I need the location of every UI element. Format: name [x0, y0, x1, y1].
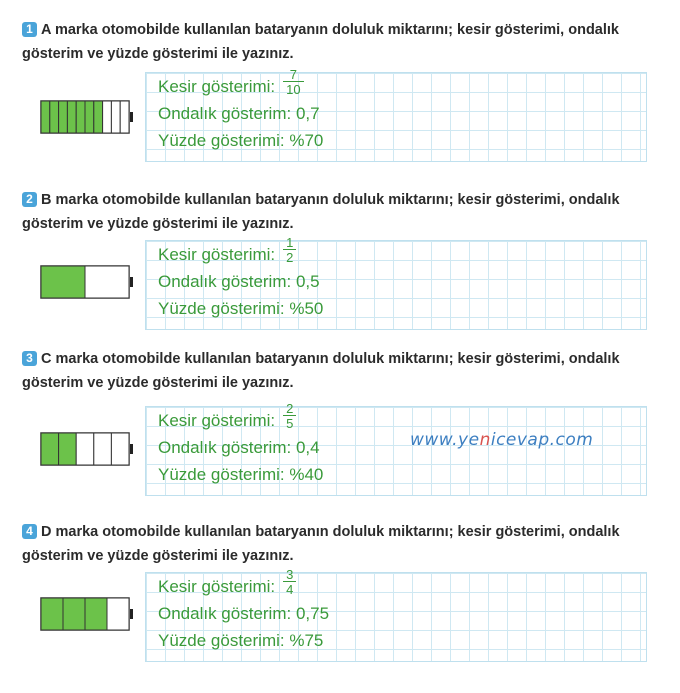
question-number: 4: [22, 524, 37, 539]
battery-segment-filled: [41, 266, 85, 298]
battery-segment-filled: [41, 433, 59, 465]
battery-segment-empty: [103, 101, 112, 133]
answer-grid: [145, 566, 647, 662]
question-text: [22, 520, 670, 568]
battery-segment-filled: [59, 101, 68, 133]
kesir-label: Kesir gösterimi:: [158, 577, 276, 596]
battery-segment-filled: [85, 101, 94, 133]
battery-segment-filled: [85, 598, 107, 630]
fraction-numerator: 2: [286, 400, 294, 416]
answer-grid: [145, 234, 647, 330]
fraction: [283, 236, 296, 264]
yuzde-row: Yüzde gösterimi: %50: [158, 299, 324, 318]
ondalik-row: Ondalık gösterim: 0,5: [158, 272, 320, 291]
watermark-prefix: www.ye: [410, 430, 480, 450]
ondalik-row: Ondalık gösterim: 0,7: [158, 104, 320, 123]
battery-segment-filled: [59, 433, 77, 465]
question-body: A marka otomobilde kullanılan bataryanın doluluk miktarını; kesir gösterimi, ondalık gösterim ve yüzde gösterimi ile yazınız.: [22, 22, 619, 62]
watermark-accent: n: [479, 430, 491, 450]
battery-segment-empty: [111, 433, 129, 465]
question-number: 1: [22, 22, 37, 37]
answer-block: [158, 66, 324, 154]
question-text: [22, 18, 670, 66]
battery-segment-filled: [94, 101, 103, 133]
fraction-numerator: 3: [286, 566, 294, 582]
battery-segment-filled: [50, 101, 59, 133]
watermark: [410, 430, 593, 450]
kesir-row: [158, 566, 329, 600]
battery-segment-empty: [120, 101, 129, 133]
battery-terminal: [130, 609, 133, 619]
answer-block: [158, 400, 324, 488]
question-number: 2: [22, 192, 37, 207]
question-text: [22, 188, 670, 236]
battery-segment-empty: [76, 433, 94, 465]
battery-terminal: [130, 112, 133, 122]
watermark-suffix: icevap.com: [490, 430, 594, 450]
fraction-denominator: 4: [283, 581, 296, 596]
kesir-label: Kesir gösterimi:: [158, 411, 276, 430]
battery-segment-filled: [41, 598, 63, 630]
fraction: [283, 68, 303, 96]
ondalik-row: Ondalık gösterim: 0,75: [158, 604, 330, 623]
battery-segment-empty: [111, 101, 120, 133]
fraction-denominator: 5: [283, 415, 296, 430]
answer-block: [158, 234, 324, 322]
battery-segment-filled: [76, 101, 85, 133]
battery-segment-empty: [94, 433, 112, 465]
yuzde-row: Yüzde gösterimi: %40: [158, 465, 324, 484]
question-number: 3: [22, 351, 37, 366]
fraction: [283, 402, 296, 430]
battery-icon: [40, 265, 140, 299]
answer-block: [158, 566, 330, 654]
question-body: B marka otomobilde kullanılan bataryanın doluluk miktarını; kesir gösterimi, ondalık gösterim ve yüzde gösterimi ile yazınız.: [22, 192, 620, 232]
battery-segment-filled: [67, 101, 76, 133]
battery-segment-filled: [41, 101, 50, 133]
battery-segment-empty: [85, 266, 129, 298]
fraction-denominator: 2: [283, 249, 296, 264]
kesir-row: [158, 400, 323, 434]
yuzde-row: Yüzde gösterimi: %70: [158, 131, 324, 150]
battery-segment-filled: [63, 598, 85, 630]
kesir-row: [158, 234, 323, 268]
fraction-denominator: 10: [283, 81, 303, 96]
yuzde-row: Yüzde gösterimi: %75: [158, 631, 324, 650]
kesir-label: Kesir gösterimi:: [158, 245, 276, 264]
battery-icon: [40, 100, 140, 134]
ondalik-row: Ondalık gösterim: 0,4: [158, 438, 320, 457]
question-text: [22, 347, 670, 395]
fraction-numerator: 7: [289, 66, 297, 82]
answer-grid: [145, 400, 647, 496]
battery-terminal: [130, 277, 133, 287]
kesir-row: [158, 66, 323, 100]
fraction: [283, 568, 296, 596]
kesir-label: Kesir gösterimi:: [158, 77, 276, 96]
battery-icon: [40, 432, 140, 466]
battery-segment-empty: [107, 598, 129, 630]
battery-terminal: [130, 444, 133, 454]
question-body: D marka otomobilde kullanılan bataryanın doluluk miktarını; kesir gösterimi, ondalık gösterim ve yüzde gösterimi ile yazınız.: [22, 524, 620, 564]
battery-icon: [40, 597, 140, 631]
question-body: C marka otomobilde kullanılan bataryanın doluluk miktarını; kesir gösterimi, ondalık gösterim ve yüzde gösterimi ile yazınız.: [22, 351, 620, 391]
fraction-numerator: 1: [286, 234, 294, 250]
answer-grid: [145, 66, 647, 162]
